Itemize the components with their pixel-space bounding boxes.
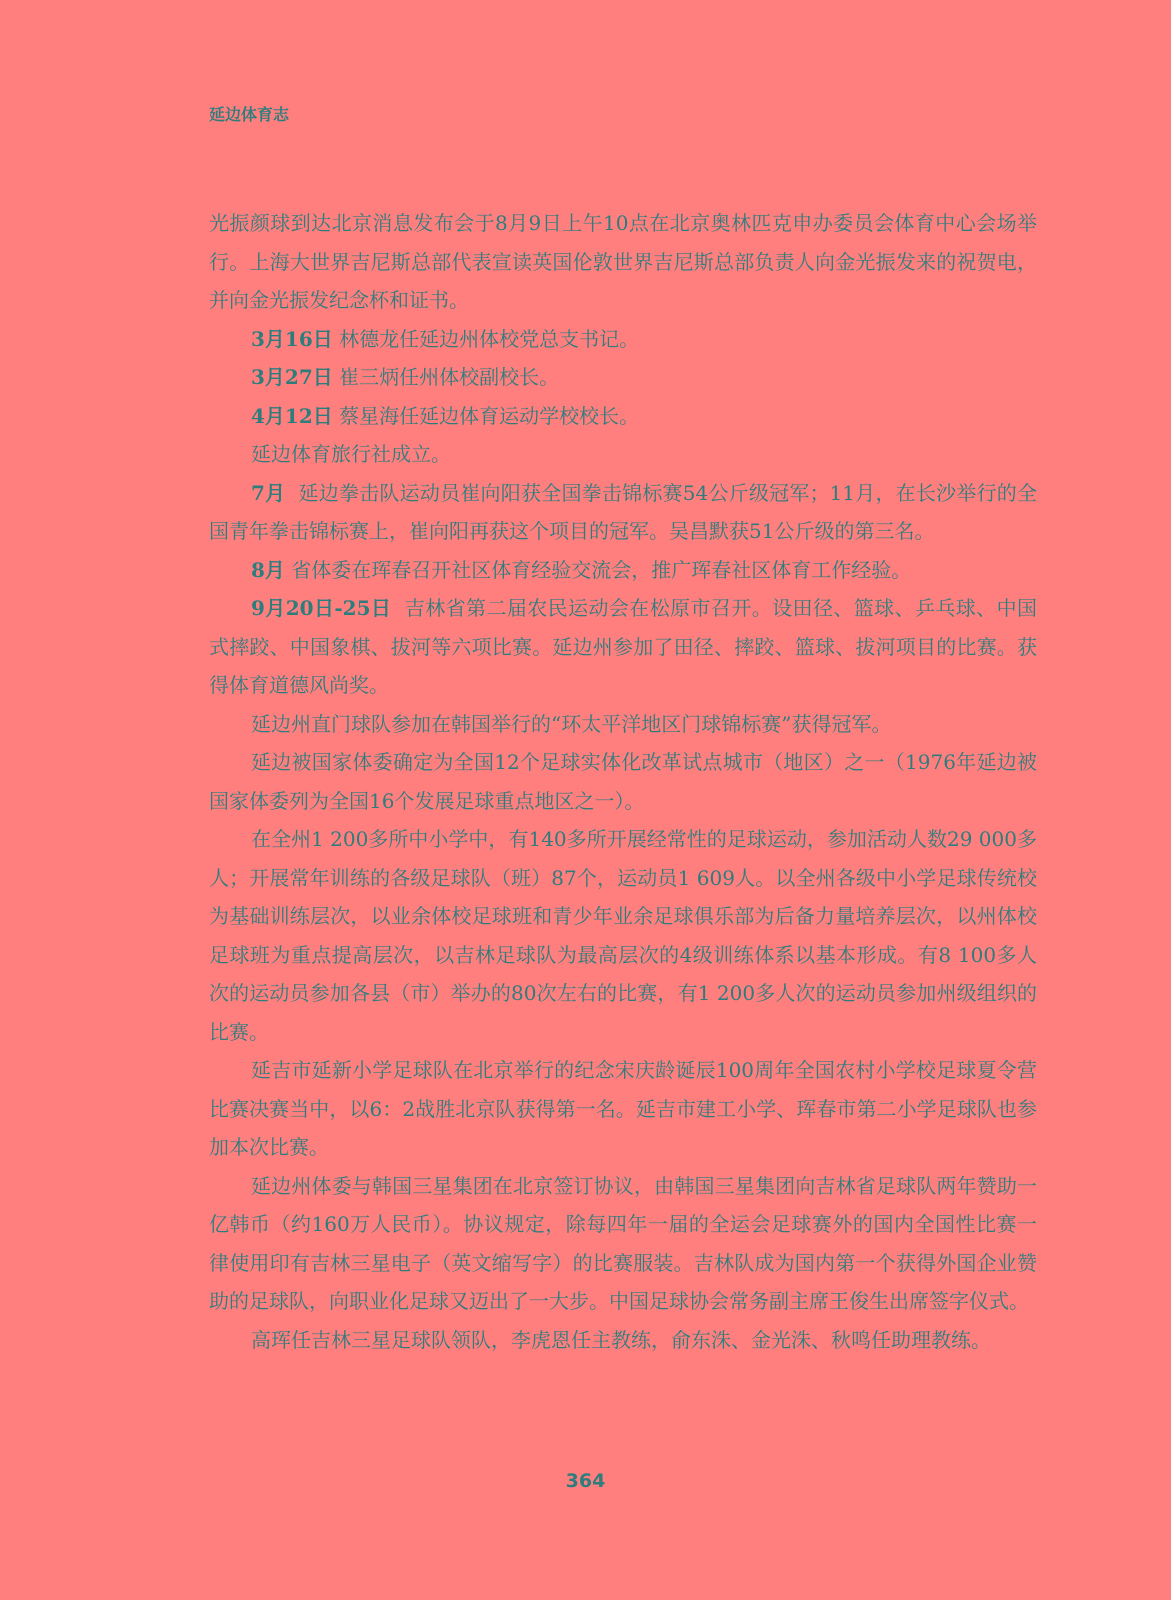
paragraph-text: 延边州体委与韩国三星集团在北京签订协议，由韩国三星集团向吉林省足球队两年赞助一亿韩币（约160万人民币）。协议规定，除每四年一届的全运会足球赛外的国内全国性比赛一律使用印有吉林三星电子（英文缩写字）的比赛服装。吉林队成为国内第一个获得外国企业赞助的足球队，向职业化足球又迈出了一大步。中国足球协会常务副主席王俊生出席签字仪式。 [209, 1173, 1037, 1313]
entry-date: 8月 [251, 557, 285, 582]
paragraph [209, 204, 1037, 320]
entry-date: 4月12日 [251, 403, 333, 428]
paragraph [209, 474, 1037, 551]
paragraph [209, 743, 1037, 820]
entry-date: 9月20日-25日 [251, 596, 392, 620]
page-number: 364 [565, 1470, 606, 1492]
paragraph-text: 延边拳击队运动员崔向阳获全国拳击锦标赛54公斤级冠军；11月，在长沙举行的全国青年拳击锦标赛上，崔向阳再获这个项目的冠军。吴昌默获51公斤级的第三名。 [209, 480, 1038, 543]
paragraph-text: 林德龙任延边州体校党总支书记。 [339, 326, 640, 351]
body-text [209, 204, 1037, 1359]
entry-date: 3月27日 [251, 365, 333, 389]
entry-date: 7月 [251, 480, 286, 505]
running-header: 延边体育志 [209, 105, 290, 124]
paragraph-text: 吉林省第二届农民运动会在松原市召开。设田径、篮球、乒乓球、中国式摔跤、中国象棋、拔河等六项比赛。延边州参加了田径、摔跤、篮球、拔河项目的比赛。获得体育道德风尚奖。 [209, 596, 1037, 697]
paragraph [209, 1167, 1037, 1321]
paragraph [209, 1051, 1037, 1167]
paragraph [209, 1321, 1037, 1360]
paragraph-text: 蔡星海任延边体育运动学校校长。 [339, 403, 640, 428]
paragraph-text: 崔三炳任州体校副校长。 [339, 365, 560, 389]
paragraph [209, 820, 1037, 1051]
paragraph [209, 320, 1037, 359]
entry-date: 3月16日 [251, 326, 333, 351]
paragraph-text: 延吉市延新小学足球队在北京举行的纪念宋庆龄诞辰100周年全国农村小学校足球夏令营比赛决赛当中，以6：2战胜北京队获得第一名。延吉市建工小学、珲春市第二小学足球队也参加本次比赛。 [209, 1058, 1037, 1159]
paragraph-text: 光振颜球到达北京消息发布会于8月9日上午10点在北京奥林匹克申办委员会体育中心会场举行。上海大世界吉尼斯总部代表宣读英国伦敦世界吉尼斯总部负责人向金光振发来的祝贺电，并向金光振发纪念杯和证书。 [209, 211, 1037, 312]
paragraph [209, 551, 1037, 590]
paragraph-text: 延边州直门球队参加在韩国举行的“环太平洋地区门球锦标赛”获得冠军。 [251, 711, 892, 736]
paragraph-text: 高珲任吉林三星足球队领队，李虎恩任主教练，俞东洙、金光洙、秋鸣任助理教练。 [251, 1327, 991, 1352]
paragraph [209, 589, 1037, 705]
paragraph [209, 705, 1037, 744]
paragraph [209, 435, 1037, 474]
paragraph [209, 358, 1037, 397]
paragraph-text: 延边被国家体委确定为全国12个足球实体化改革试点城市（地区）之一（1976年延边被国家体委列为全国16个发展足球重点地区之一）。 [209, 750, 1037, 813]
paragraph-text: 延边体育旅行社成立。 [251, 442, 451, 466]
paragraph-text: 在全州1 200多所中小学中，有140多所开展经常性的足球运动，参加活动人数29 000多人；开展常年训练的各级足球队（班）87个，运动员1 609人。以全州各级中小学足球传统校为基础训练层次，以业余体校足球班和青少年业余足球俱乐部为后备力量培养层次，以州体校足球班为重点提高层次，以吉林足球队为最高层次的4级训练体系以基本形成。有8 100多人次的运动员参加各县（市）举办的80次左右的比赛，有1 200多人次的运动员参加州级组织的比赛。 [209, 827, 1037, 1044]
paragraph [209, 397, 1037, 436]
paragraph-text: 省体委在珲春召开社区体育经验交流会，推广珲春社区体育工作经验。 [291, 557, 912, 582]
